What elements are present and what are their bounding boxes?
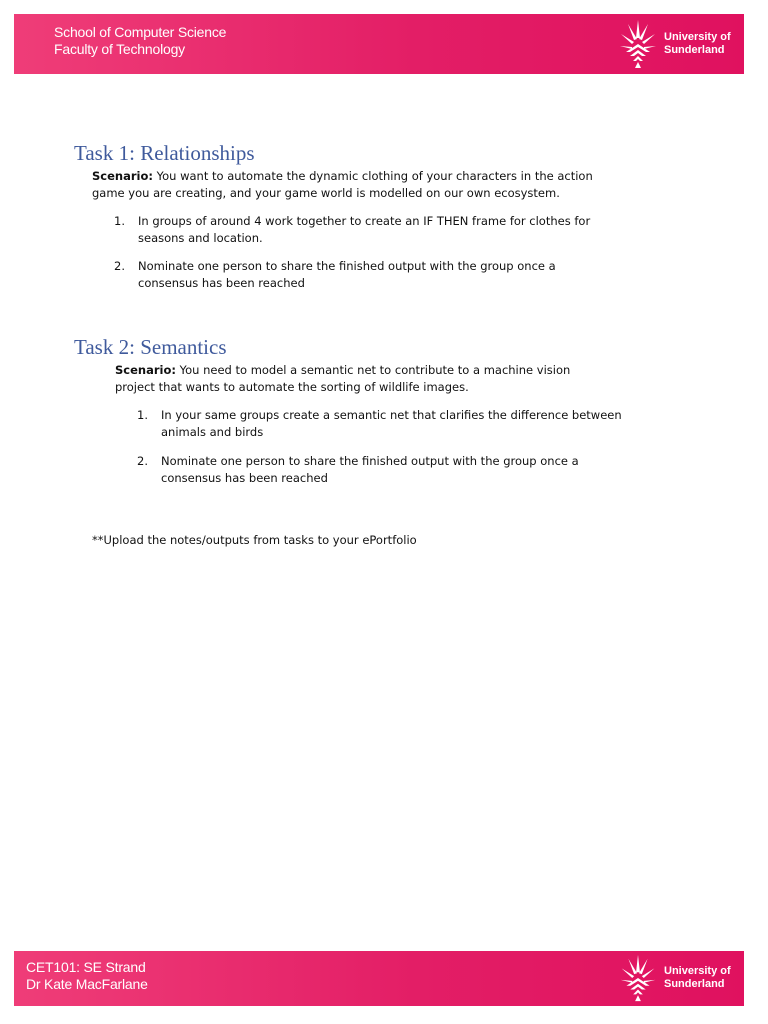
logo-line-1: University of xyxy=(664,965,731,977)
logo-line-1: University of xyxy=(664,31,731,43)
step-text: Nominate one person to share the finished output with the group once a consensus has been reached xyxy=(138,259,556,290)
logo-wordmark xyxy=(664,31,731,57)
task2-scenario xyxy=(115,362,585,396)
task1-scenario-text: You want to automate the dynamic clothing of your characters in the action game you are creating, and your game world is modelled on our own ecosystem. xyxy=(92,169,593,200)
step-text: In your same groups create a semantic net that clarifies the difference between animals and birds xyxy=(161,408,622,439)
step-text: In groups of around 4 work together to create an IF THEN frame for clothes for seasons and location. xyxy=(138,214,591,245)
logo-line-2: Sunderland xyxy=(664,978,725,990)
sunderland-emblem-icon xyxy=(618,18,658,70)
faculty-name: Faculty of Technology xyxy=(54,41,185,57)
lecturer-name: Dr Kate MacFarlane xyxy=(26,976,148,992)
upload-note: **Upload the notes/outputs from tasks to your ePortfolio xyxy=(92,533,417,547)
step-number: 1. xyxy=(114,214,125,228)
sunderland-emblem-icon xyxy=(618,953,658,1003)
task1-scenario xyxy=(92,168,612,202)
step-number: 1. xyxy=(137,408,148,422)
header-text xyxy=(54,24,226,58)
task2-scenario-text: You need to model a semantic net to contribute to a machine vision project that wants to automate the sorting of wildlife images. xyxy=(115,363,571,394)
step-number: 2. xyxy=(137,454,148,468)
header-banner xyxy=(14,14,744,74)
school-name: School of Computer Science xyxy=(54,24,227,40)
university-logo-footer xyxy=(618,953,731,1003)
task2-title: Task 2: Semantics xyxy=(74,335,227,359)
task1-scenario-label: Scenario: xyxy=(92,169,153,183)
step-text: Nominate one person to share the finished output with the group once a consensus has been reached xyxy=(161,454,579,485)
footer-banner xyxy=(14,951,744,1006)
logo-wordmark xyxy=(664,965,731,991)
task2-scenario-label: Scenario: xyxy=(115,363,176,377)
logo-line-2: Sunderland xyxy=(664,44,725,56)
task1-title: Task 1: Relationships xyxy=(74,141,255,165)
footer-text xyxy=(26,959,148,993)
step-number: 2. xyxy=(114,259,125,273)
university-logo xyxy=(618,18,731,70)
course-code: CET101: SE Strand xyxy=(26,959,146,975)
